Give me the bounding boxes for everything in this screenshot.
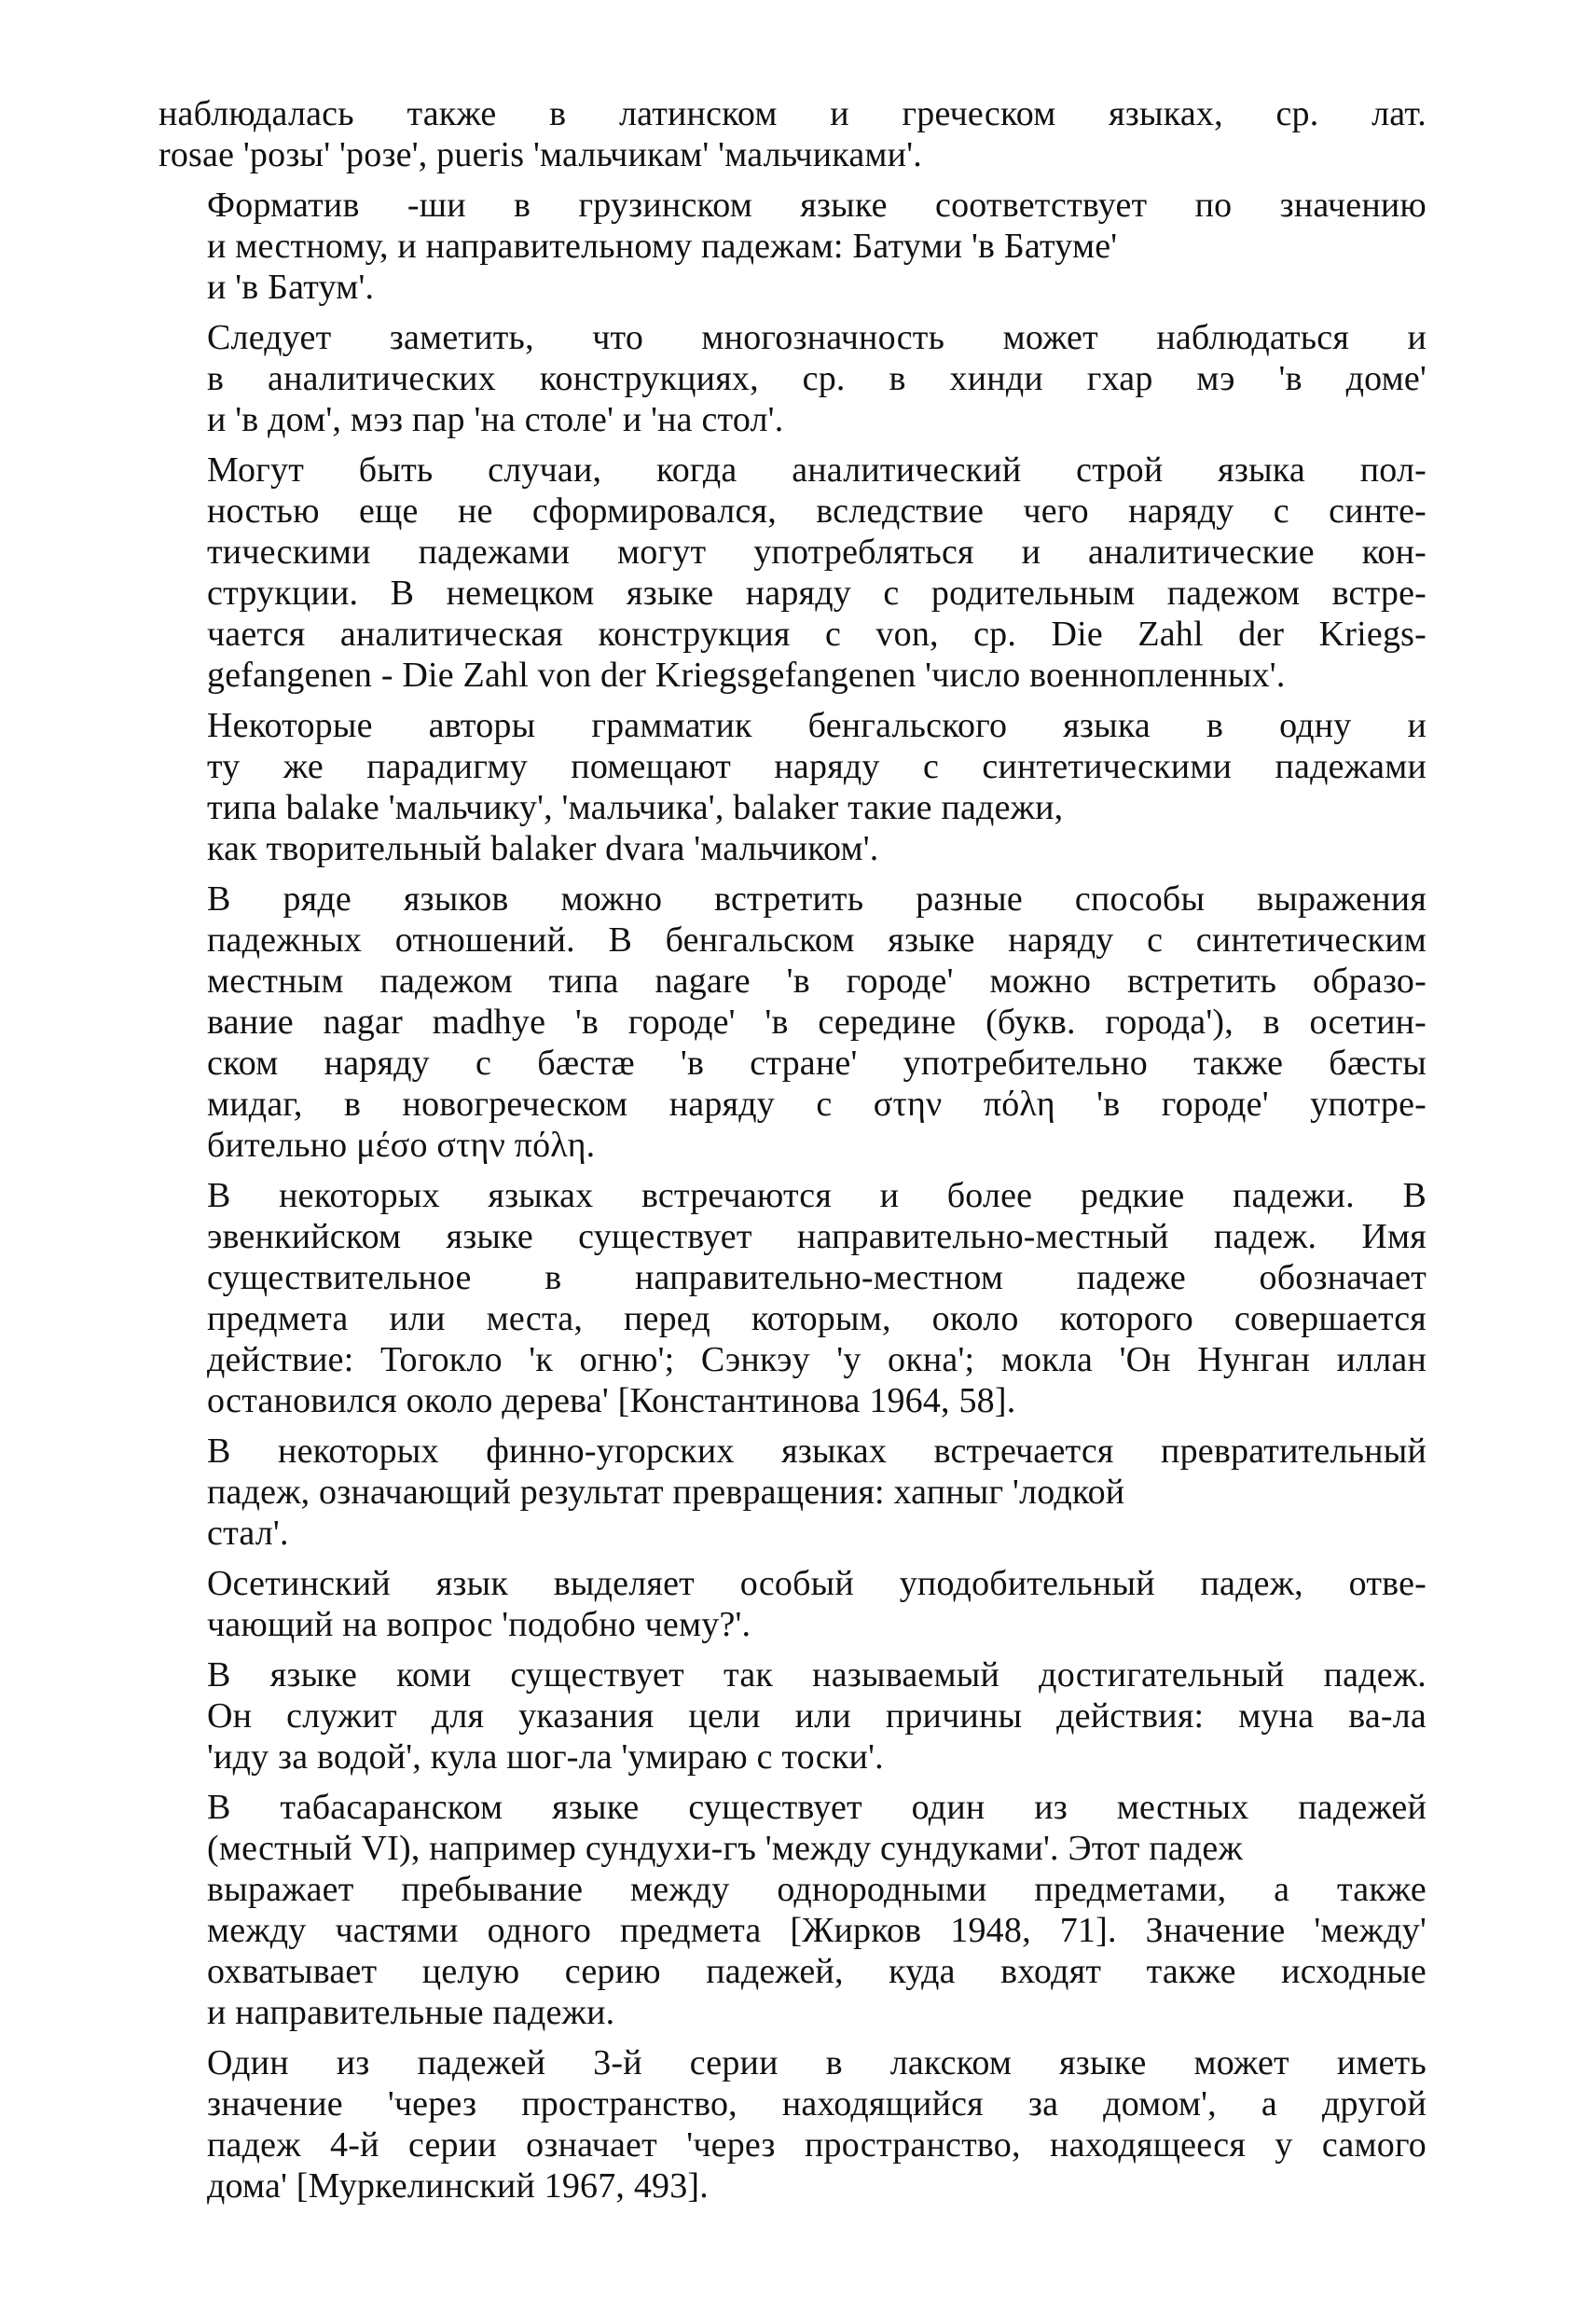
text-line: мидаг, в новогреческом наряду с στην πόλη 'в городе' употре- [207,1085,1426,1124]
text-line: действие: Тогокло 'к огню'; Сэнкэу 'у окна'; мокла 'Он Нунган иллан [207,1340,1426,1379]
text-line: (местный VI), например сундухи-гъ 'между сундуками'. Этот падеж [207,1829,1243,1868]
text-line: охватывает целую серию падежей, куда входят также исходные [207,1952,1426,1991]
text-line: В ряде языков можно встретить разные способы выражения [207,879,1426,919]
text-line: и местному, и направительному падежам: Батуми 'в Батуме' [207,227,1118,266]
text-line: тическими падежами могут употребляться и аналитические кон- [207,533,1426,572]
paragraph [158,450,1426,696]
text-line: В языке коми существует так называемый достигательный падеж. [207,1655,1426,1695]
text-line: падежных отношений. В бенгальском языке наряду с синтетическим [207,920,1426,960]
text-line: В некоторых языках встречаются и более редкие падежи. В [207,1176,1426,1215]
text-line: предмета или места, перед которым, около которого совершается [207,1299,1426,1338]
text-line: типа balake 'мальчику', 'мальчика', balaker такие падежи, [207,788,1064,827]
text-line: Некоторые авторы грамматик бенгальского языка в одну и [207,706,1426,745]
text-line: и 'в Батум'. [207,268,375,307]
text-line: Один из падежей 3-й серии в лакском языке может иметь [207,2043,1426,2082]
paragraph [158,2042,1426,2206]
text-line: Следует заметить, что многозначность может наблюдаться и [207,318,1426,357]
paragraph [158,1175,1426,1421]
text-line: дома' [Муркелинский 1967, 493]. [207,2166,709,2206]
text-line: ту же парадигму помещают наряду с синтетическими падежами [207,747,1426,786]
paragraph [158,185,1426,308]
text-line: Он служит для указания цели или причины действия: муна ва-ла [207,1696,1426,1736]
text-line: выражает пребывание между однородными предметами, а также [207,1870,1426,1909]
text-line: наблюдалась также в латинском и греческом языках, ср. лат. [158,94,1426,133]
text-line: падеж, означающий результат превращения: хапныг 'лодкой [207,1473,1125,1512]
text-line: чающий на вопрос 'подобно чему?'. [207,1605,751,1644]
text-line: и направительные падежи. [207,1993,615,2032]
text-line: вание nagar madhye 'в городе' 'в середине (букв. города'), в осетин- [207,1003,1426,1042]
text-line: стал'. [207,1514,289,1553]
text-line: значение 'через пространство, находящийся за домом', а другой [207,2084,1426,2123]
text-line: эвенкийском языке существует направительно-местный падеж. Имя [207,1217,1426,1256]
paragraph [158,878,1426,1166]
paragraph [158,1563,1426,1645]
text-line: струкции. В немецком языке наряду с родительным падежом встре- [207,574,1426,613]
paragraph [158,1431,1426,1554]
text-line: 'иду за водой', кула шог-ла 'умираю с тоски'. [207,1737,884,1777]
text-line: как творительный balaker dvara 'мальчиком'. [207,829,879,868]
text-line: rosae 'розы' 'розе', pueris 'мальчикам' 'мальчиками'. [158,135,922,174]
text-line: Осетинский язык выделяет особый уподобительный падеж, отве- [207,1564,1426,1603]
text-line: бительно μέσο στην πόλη. [207,1126,596,1165]
paragraph [158,1654,1426,1778]
text-line: падеж 4-й серии означает 'через пространство, находящееся у самого [207,2125,1426,2165]
text-line: Могут быть случаи, когда аналитический строй языка пол- [207,450,1426,490]
text-line: существительное в направительно-местном падеже обозначает [207,1258,1426,1297]
text-line: gefangenen - Die Zahl von der Kriegsgefangenen 'число военнопленных'. [207,656,1286,695]
text-line: остановился около дерева' [Константинова 1964, 58]. [207,1381,1016,1420]
text-line: Форматив -ши в грузинском языке соответствует по значению [207,186,1426,225]
text-line: чается аналитическая конструкция с von, ср. Die Zahl der Kriegs- [207,615,1426,654]
text-line: В табасаранском языке существует один из местных падежей [207,1788,1426,1827]
text-line: местным падежом типа nagare 'в городе' можно встретить образо- [207,961,1426,1001]
document-page [158,93,1426,2216]
paragraph [158,705,1426,869]
text-line: между частями одного предмета [Жирков 1948, 71]. Значение 'между' [207,1911,1426,1950]
text-line: ском наряду с бæстæ 'в стране' употребительно также бæсты [207,1044,1426,1083]
text-line: В некоторых финно-угорских языках встречается превратительный [207,1432,1426,1471]
paragraph [158,93,1426,175]
paragraph [158,317,1426,440]
text-line: и 'в дом', мэз пар 'на столе' и 'на стол'. [207,400,784,439]
text-line: ностью еще не сформировался, вследствие чего наряду с синте- [207,491,1426,531]
paragraph [158,1787,1426,2033]
text-line: в аналитических конструкциях, ср. в хинди гхар мэ 'в доме' [207,359,1426,398]
